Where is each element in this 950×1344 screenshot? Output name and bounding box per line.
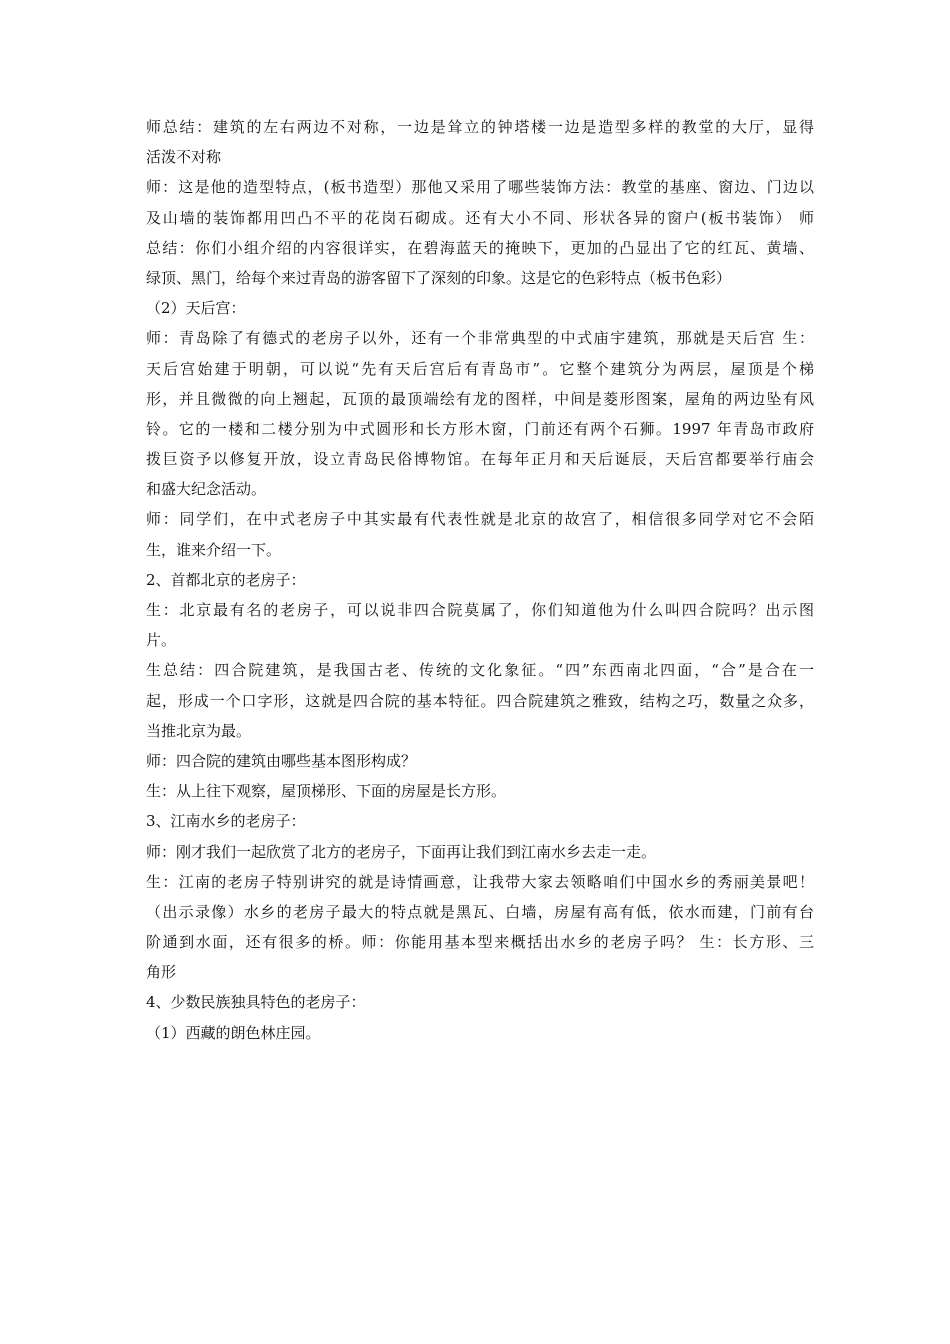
text-line: 及山墙的装饰都用凹凸不平的花岗石砌成。还有大小不同、形状各异的窗户(板书装饰） 师 xyxy=(146,208,814,227)
text-line: 生：从上往下观察，屋顶梯形、下面的房屋是长方形。 xyxy=(146,782,507,801)
document-body xyxy=(146,112,814,1048)
text-line: （2）天后宫： xyxy=(146,299,246,318)
text-line: 铃。它的一楼和二楼分别为中式圆形和长方形木窗，门前还有两个石狮。1997 年青岛市政府 xyxy=(146,419,814,438)
text-line: 师：同学们，在中式老房子中其实最有代表性就是北京的故宫了，相信很多同学对它不会陌 xyxy=(146,510,814,529)
text-line: 阶通到水面，还有很多的桥。师：你能用基本型来概括出水乡的老房子吗？ 生：长方形、三 xyxy=(146,933,814,952)
text-line: 拨巨资予以修复开放，设立青岛民俗博物馆。在每年正月和天后诞辰，天后宫都要举行庙会 xyxy=(146,450,814,469)
text-line: 生，谁来介绍一下。 xyxy=(146,540,282,559)
text-line: 当推北京为最。 xyxy=(146,721,252,740)
text-line: 2、首都北京的老房子： xyxy=(146,570,306,589)
text-line: 活泼不对称 xyxy=(146,148,222,167)
text-line: 师：四合院的建筑由哪些基本图形构成？ xyxy=(146,751,417,770)
text-line: 4、少数民族独具特色的老房子： xyxy=(146,993,366,1012)
text-line: 天后宫始建于明朝，可以说“先有天后宫后有青岛市”。它整个建筑分为两层，屋顶是个梯 xyxy=(146,359,814,378)
text-line: （出示录像）水乡的老房子最大的特点就是黑瓦、白墙，房屋有高有低，依水而建，门前有台 xyxy=(146,902,814,921)
text-line: 师：青岛除了有德式的老房子以外，还有一个非常典型的中式庙宇建筑，那就是天后宫 生： xyxy=(146,329,814,348)
text-line: 师总结：建筑的左右两边不对称，一边是耸立的钟塔楼一边是造型多样的教堂的大厅，显得 xyxy=(146,118,814,136)
text-line: 形，并且微微的向上翘起，瓦顶的最顶端绘有龙的图样，中间是菱形图案，屋角的两边坠有风 xyxy=(146,389,814,408)
text-line: 3、江南水乡的老房子： xyxy=(146,812,306,831)
text-line: 总结：你们小组介绍的内容很详实，在碧海蓝天的掩映下，更加的凸显出了它的红瓦、黄墙、 xyxy=(146,238,814,257)
text-line: 师：刚才我们一起欣赏了北方的老房子，下面再让我们到江南水乡去走一走。 xyxy=(146,842,657,861)
text-line: 角形 xyxy=(146,963,177,982)
text-line: 生：北京最有名的老房子，可以说非四合院莫属了，你们知道他为什么叫四合院吗？出示图 xyxy=(146,601,814,619)
text-line: 片。 xyxy=(146,631,177,650)
text-line: 和盛大纪念活动。 xyxy=(146,480,267,499)
text-line: 生：江南的老房子特别讲究的就是诗情画意，让我带大家去领略咱们中国水乡的秀丽美景吧！ xyxy=(146,872,814,891)
text-line: 起，形成一个口字形，这就是四合院的基本特征。四合院建筑之雅致，结构之巧，数量之众多， xyxy=(146,691,814,710)
text-line: 生总结：四合院建筑，是我国古老、传统的文化象征。“四”东西南北四面，“合”是合在一 xyxy=(146,661,814,680)
text-line: 师：这是他的造型特点，(板书造型）那他又采用了哪些装饰方法：教堂的基座、窗边、门边以 xyxy=(146,178,814,197)
text-line: 绿顶、黑门，给每个来过青岛的游客留下了深刻的印象。这是它的色彩特点（板书色彩） xyxy=(146,268,732,287)
text-line: （1）西藏的朗色林庄园。 xyxy=(146,1023,321,1042)
